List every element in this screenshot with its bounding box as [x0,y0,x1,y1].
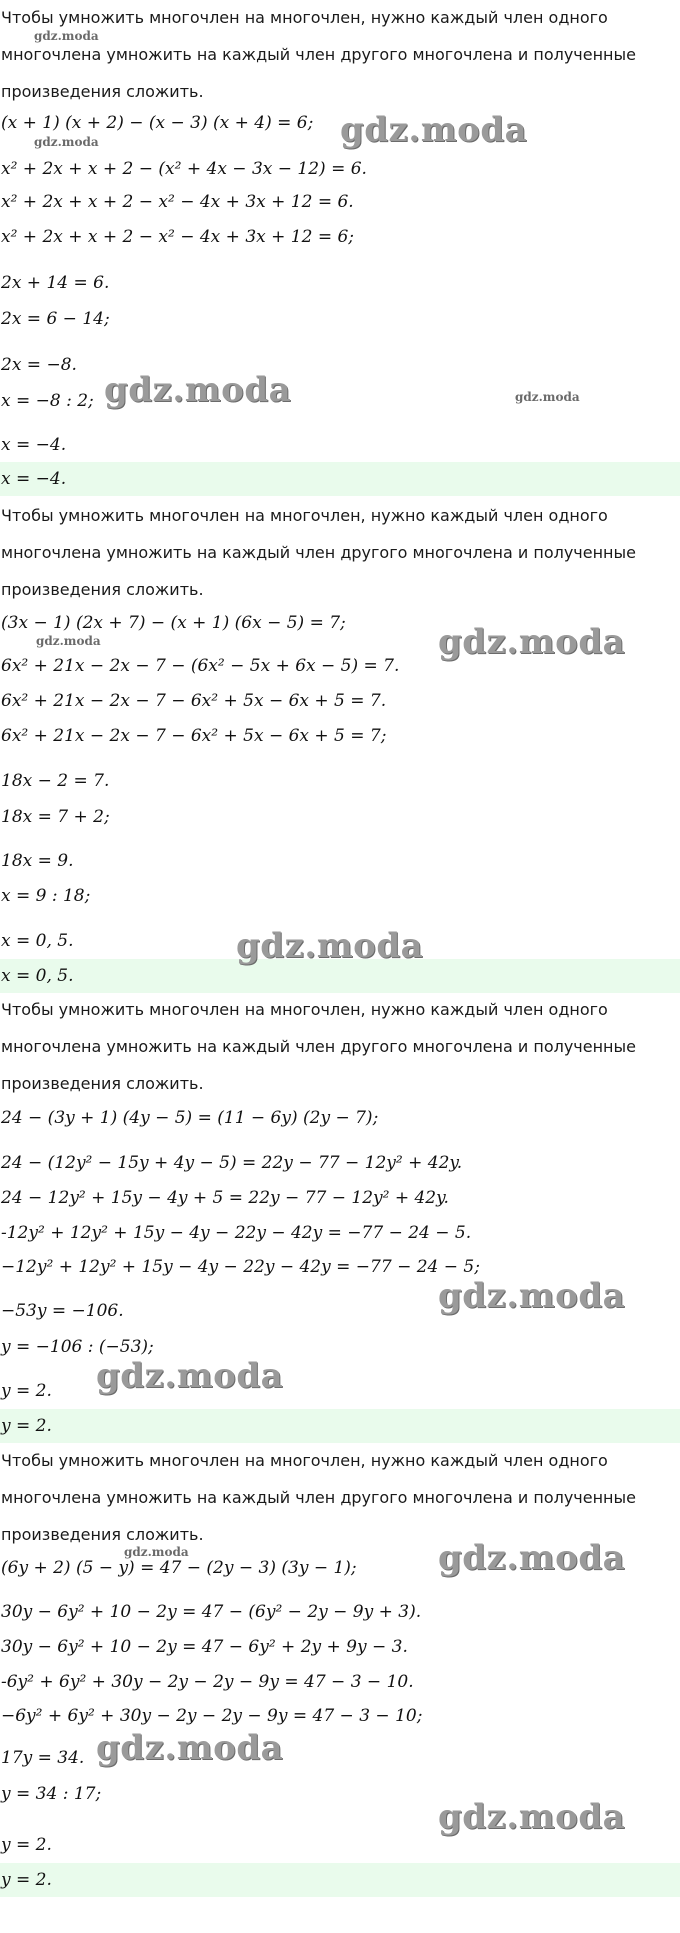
rule-text-line: многочлена умножить на каждый член другого многочлена и полученные [1,1488,636,1507]
equation-step: x = −4. [1,435,67,455]
equation-step: x² + 2x + x + 2 − x² − 4x + 3x + 12 = 6; [1,227,355,247]
answer-box: x = −4. [0,462,680,496]
equation-step: 2x + 14 = 6. [1,273,110,293]
equation-step: y = 2. [1,1381,52,1401]
rule-text-line: Чтобы умножить многочлен на многочлен, нужно каждый член одного [1,1000,608,1019]
equation-step: 30y − 6y² + 10 − 2y = 47 − 6y² + 2y + 9y − 3. [1,1637,408,1657]
equation-step: 6x² + 21x − 2x − 7 − (6x² − 5x + 6x − 5) = 7. [1,656,400,676]
equation-step: 24 − 12y² + 15y − 4y + 5 = 22y − 77 − 12y² + 42y. [1,1188,449,1208]
watermark-small: gdz.moda [36,634,101,648]
equation-step: y = 34 : 17; [1,1784,102,1804]
watermark-small: gdz.moda [124,1545,189,1559]
equation-step: x² + 2x + x + 2 − x² − 4x + 3x + 12 = 6. [1,192,354,212]
watermark-large: gdz.moda [438,1276,626,1316]
equation-step: -6y² + 6y² + 30y − 2y − 2y − 9y = 47 − 3 − 10. [1,1672,414,1692]
equation-step: 18x = 7 + 2; [1,807,110,827]
watermark-large: gdz.moda [438,622,626,662]
rule-text-line: Чтобы умножить многочлен на многочлен, нужно каждый член одного [1,1451,608,1470]
watermark-large: gdz.moda [104,370,292,410]
equation-step: y = 2. [1,1835,52,1855]
equation-step: 24 − (3y + 1) (4y − 5) = (11 − 6y) (2y − 7); [1,1108,379,1128]
watermark-small: gdz.moda [34,29,99,43]
equation-step: 17y = 34. [1,1748,85,1768]
equation-step: −12y² + 12y² + 15y − 4y − 22y − 42y = −77 − 24 − 5; [1,1257,480,1277]
equation-step: 2x = −8. [1,355,77,375]
rule-text-line: произведения сложить. [1,82,204,101]
watermark-large: gdz.moda [340,110,528,150]
rule-text-line: многочлена умножить на каждый член другого многочлена и полученные [1,45,636,64]
equation-step: x = 0, 5. [1,931,74,951]
equation-step: −6y² + 6y² + 30y − 2y − 2y − 9y = 47 − 3 − 10; [1,1706,423,1726]
equation-step: x = −8 : 2; [1,391,94,411]
rule-text-line: многочлена умножить на каждый член другого многочлена и полученные [1,1037,636,1056]
equation-step: y = −106 : (−53); [1,1337,154,1357]
equation-step: 2x = 6 − 14; [1,309,110,329]
equation-step: -12y² + 12y² + 15y − 4y − 22y − 42y = −77 − 24 − 5. [1,1223,472,1243]
watermark-large: gdz.moda [438,1797,626,1837]
answer-box: y = 2. [0,1863,680,1897]
rule-text-line: многочлена умножить на каждый член другого многочлена и полученные [1,543,636,562]
rule-text-line: произведения сложить. [1,1525,204,1544]
watermark-large: gdz.moda [236,926,424,966]
equation-step: (3x − 1) (2x + 7) − (x + 1) (6x − 5) = 7; [1,613,346,633]
equation-step: 18x − 2 = 7. [1,771,110,791]
equation-step: −53y = −106. [1,1301,124,1321]
rule-text-line: произведения сложить. [1,1074,204,1093]
equation-step: (x + 1) (x + 2) − (x − 3) (x + 4) = 6; [1,113,314,133]
equation-step: 30y − 6y² + 10 − 2y = 47 − (6y² − 2y − 9y + 3). [1,1602,422,1622]
rule-text-line: Чтобы умножить многочлен на многочлен, нужно каждый член одного [1,8,608,27]
equation-step: (6y + 2) (5 − y) = 47 − (2y − 3) (3y − 1); [1,1558,357,1578]
equation-step: x = 9 : 18; [1,886,91,906]
rule-text-line: произведения сложить. [1,580,204,599]
equation-step: 6x² + 21x − 2x − 7 − 6x² + 5x − 6x + 5 = 7; [1,726,387,746]
watermark-large: gdz.moda [96,1356,284,1396]
equation-step: 24 − (12y² − 15y + 4y − 5) = 22y − 77 − 12y² + 42y. [1,1153,463,1173]
watermark-small: gdz.moda [34,135,99,149]
watermark-large: gdz.moda [438,1538,626,1578]
watermark-large: gdz.moda [96,1728,284,1768]
answer-box: y = 2. [0,1409,680,1443]
answer-box: x = 0, 5. [0,959,680,993]
watermark-small: gdz.moda [515,390,580,404]
equation-step: x² + 2x + x + 2 − (x² + 4x − 3x − 12) = 6. [1,159,367,179]
rule-text-line: Чтобы умножить многочлен на многочлен, нужно каждый член одного [1,506,608,525]
equation-step: 18x = 9. [1,851,74,871]
equation-step: 6x² + 21x − 2x − 7 − 6x² + 5x − 6x + 5 = 7. [1,691,387,711]
